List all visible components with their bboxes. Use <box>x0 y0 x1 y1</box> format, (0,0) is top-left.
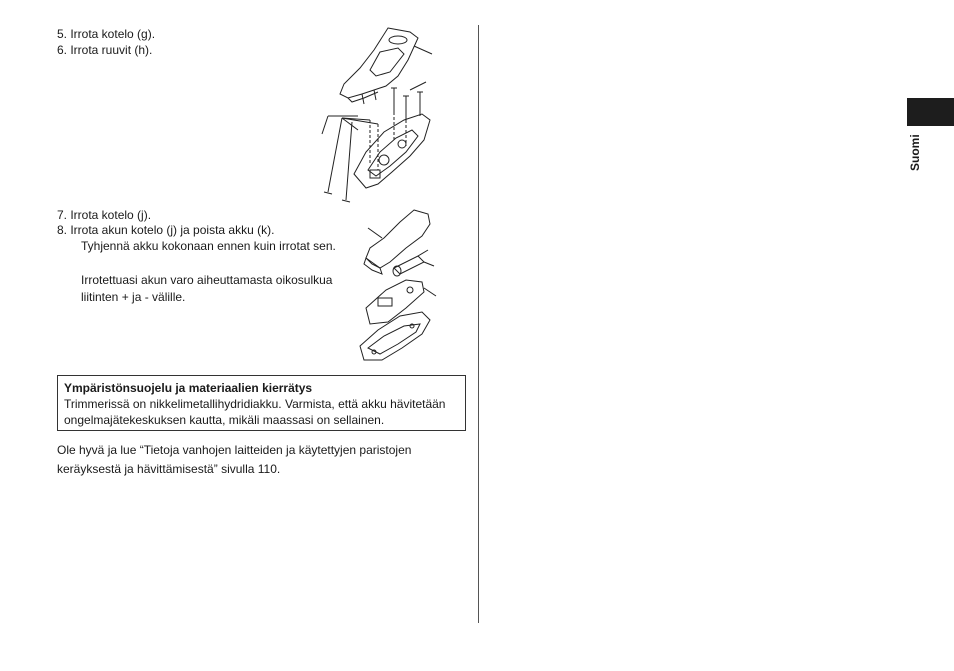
environment-notice <box>57 375 466 431</box>
step-5: 5. Irrota kotelo (g). <box>57 27 156 41</box>
notice-title: Ympäristönsuojelu ja materiaalien kierrätys <box>64 381 313 395</box>
notice-body: Trimmerissä on nikkelimetallihydridiakku. Varmista, että akku hävitetään ongelmajätekeskuksen kautta, mikäli maassasi on sellainen. <box>64 397 446 427</box>
housing-screws-illustration <box>318 24 438 206</box>
instruction-short-circuit: Irrotettuasi akun varo aiheuttamasta oikosulkua liitinten + ja - välille. <box>81 273 333 304</box>
column-divider <box>478 25 479 623</box>
step-8: 8. Irrota akun kotelo (j) ja poista akku (k). <box>57 223 275 237</box>
instruction-discharge: Tyhjennä akku kokonaan ennen kuin irrotat sen. <box>81 239 336 253</box>
language-tab-label: Suomi <box>908 134 922 171</box>
battery-removal-illustration <box>352 204 442 366</box>
language-tab-marker <box>907 98 954 126</box>
step-6: 6. Irrota ruuvit (h). <box>57 43 153 57</box>
step-7: 7. Irrota kotelo (j). <box>57 208 152 222</box>
footnote: Ole hyvä ja lue “Tietoja vanhojen laitteiden ja käytettyjen paristojen keräyksestä ja hävittämisestä” sivulla 110. <box>57 443 412 476</box>
